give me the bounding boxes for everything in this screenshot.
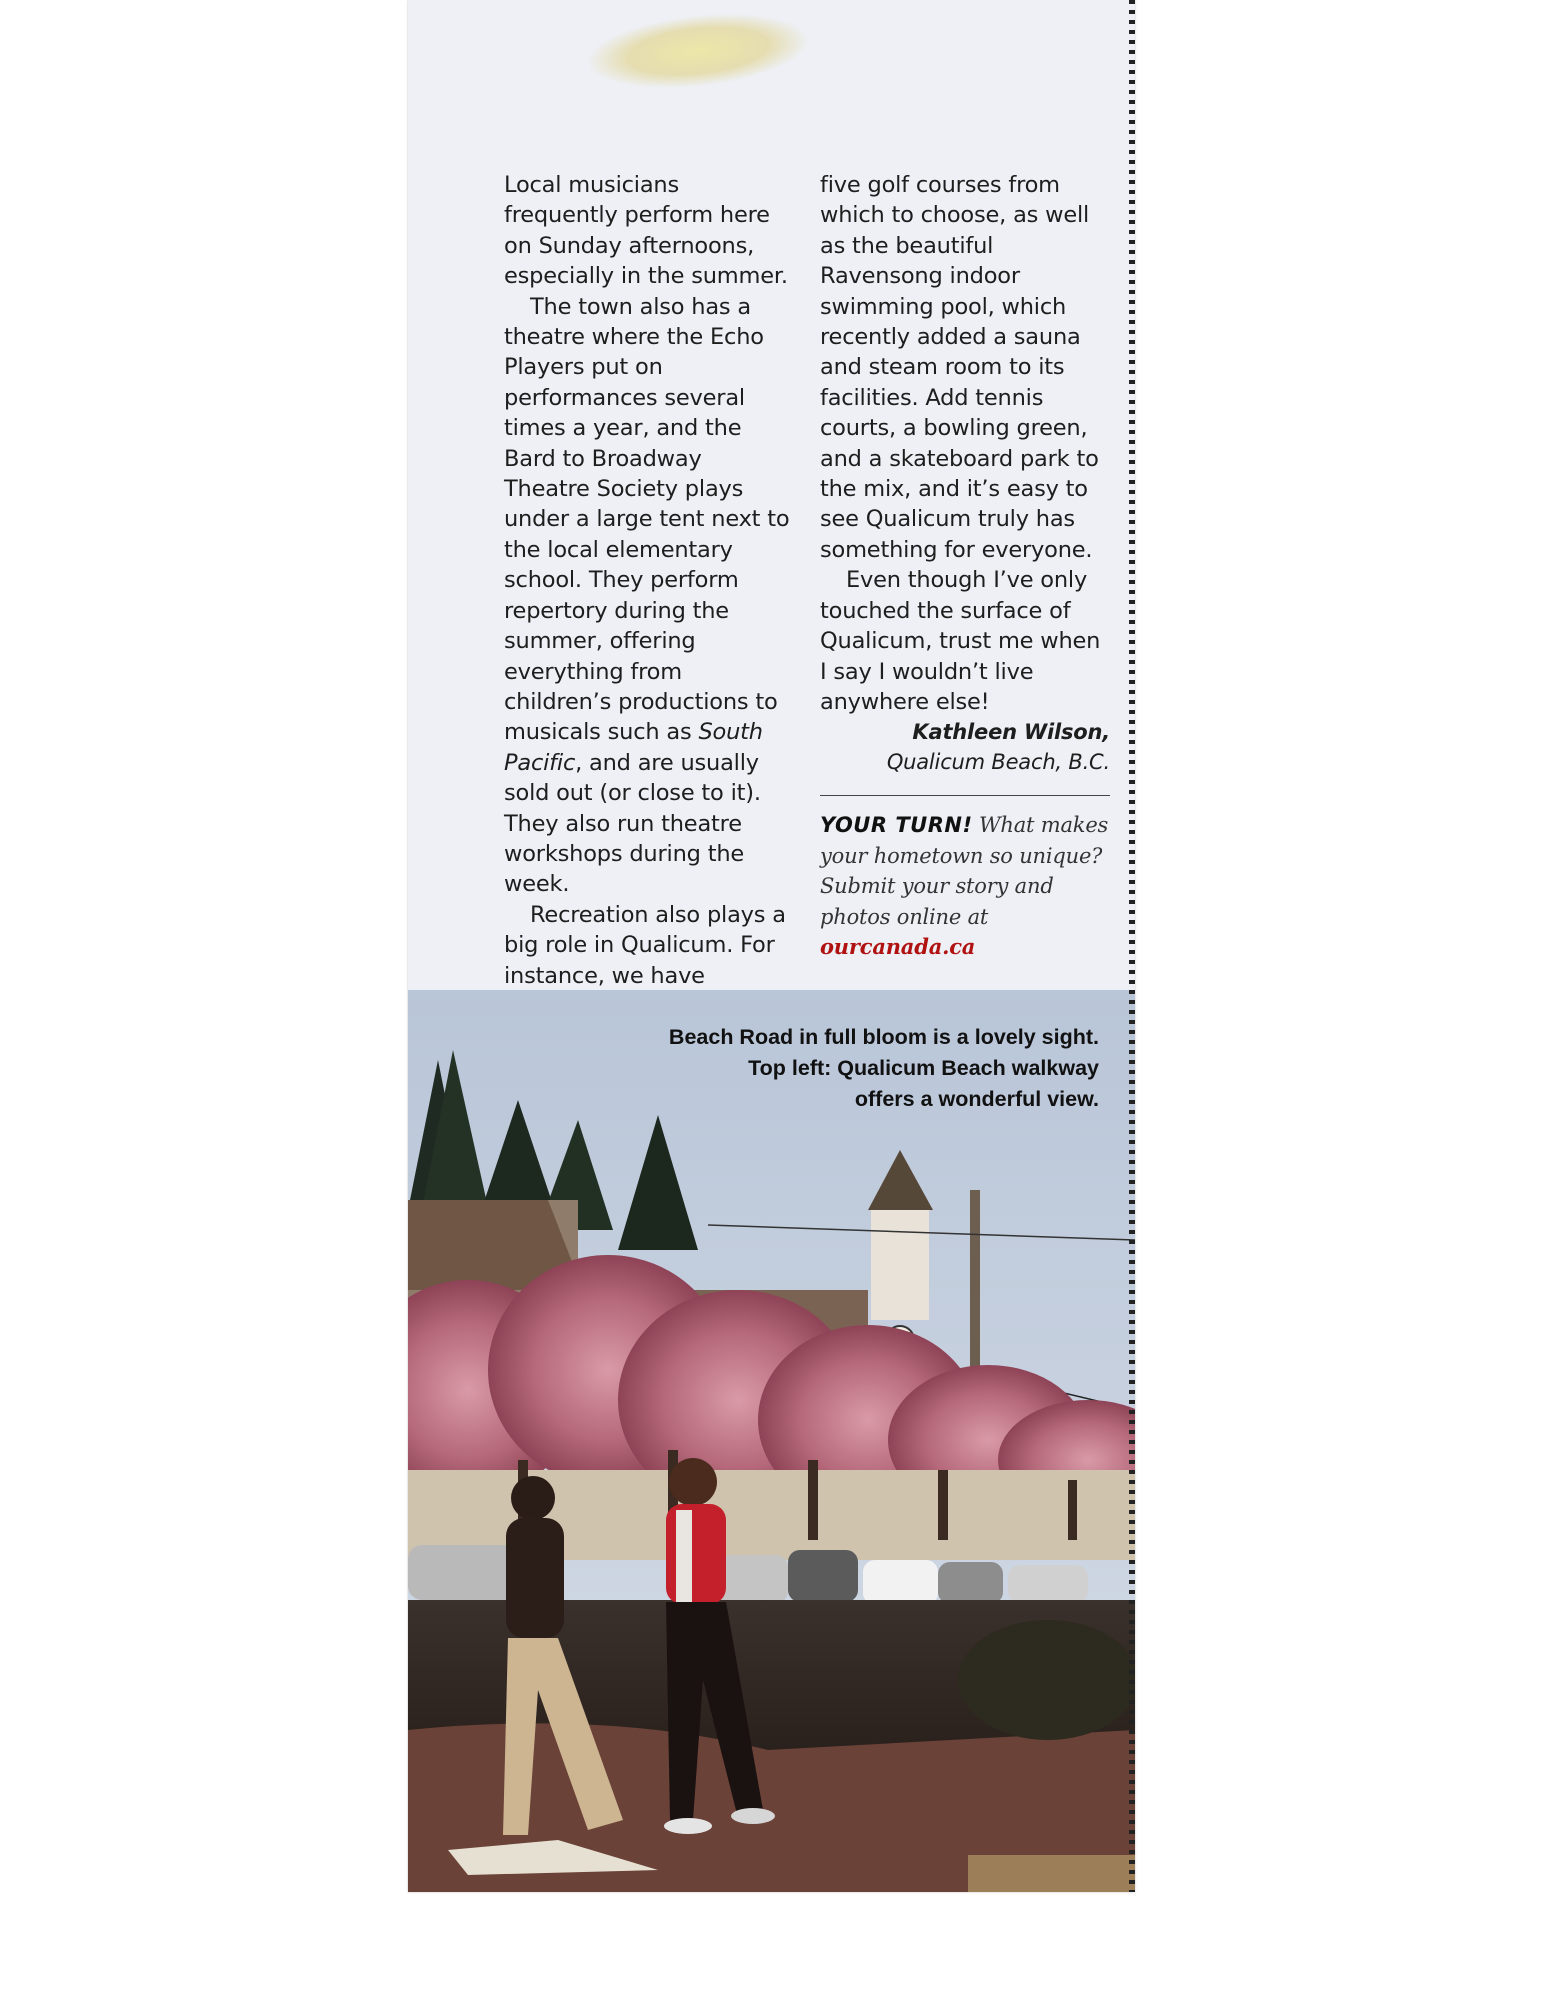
author-signature <box>820 717 1110 777</box>
beach-road-photo <box>408 990 1135 1892</box>
title-south-pacific: South Pacific <box>504 719 763 776</box>
paragraph-theatre: The town also has a theatre where the Echo Players put on performances several times a year, and the Bard to Broadway Theatre Society plays under a large tent next to the local elementary school. They perform repertory during the summer, offering everything from children’s productions to musicals such as South Pacific, and are usually sold out (or close to it). They also run theatre workshops during the week. <box>504 293 790 898</box>
your-turn-heading: YOUR TURN! <box>820 813 973 838</box>
divider <box>820 795 1110 796</box>
author-location: Qualicum Beach, B.C. <box>886 750 1110 775</box>
paper-stain <box>585 5 811 98</box>
magazine-page <box>408 0 1135 1892</box>
paragraph-recreation: Recreation also plays a big role in Qualicum. For instance, we have <box>504 901 786 989</box>
your-turn-text: What makes your hometown so unique? Submit your story and photos online at <box>820 813 1109 929</box>
photo-caption <box>539 1022 1099 1115</box>
article-right-column <box>820 170 1110 962</box>
caption-line-3: offers a wonderful view. <box>854 1087 1099 1111</box>
caption-line-1: Beach Road in full bloom is a lovely sight. <box>668 1025 1099 1049</box>
article-left-column <box>504 170 794 991</box>
your-turn-callout <box>820 810 1110 962</box>
paragraph-closing: Even though I’ve only touched the surface of Qualicum, trust me when I say I wouldn’t live anywhere else! <box>820 567 1101 715</box>
caption-line-2: Top left: Qualicum Beach walkway <box>748 1056 1099 1080</box>
author-name: Kathleen Wilson, <box>912 720 1110 745</box>
paragraph-golf: five golf courses from which to choose, as well as the beautiful Ravensong indoor swimming pool, which recently added a sauna and steam room to its facilities. Add tennis courts, a bowling green, and a skateboard park to the mix, and it’s easy to see Qualicum truly has something for everyone. <box>820 172 1099 563</box>
paragraph-musicians: Local musicians frequently perform here on Sunday afternoons, especially in the summer. <box>504 172 788 290</box>
ourcanada-link[interactable]: ourcanada.ca <box>820 933 976 959</box>
